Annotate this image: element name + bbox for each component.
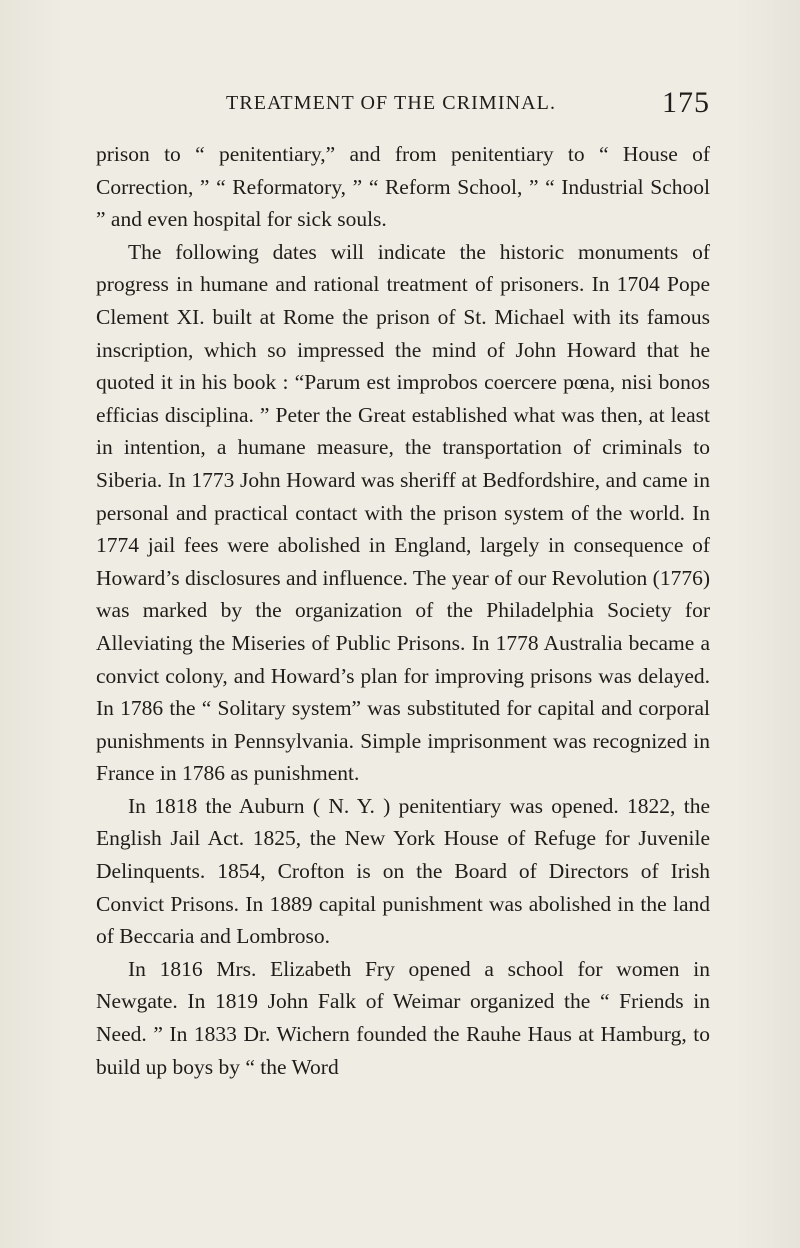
- running-head: [96, 86, 710, 126]
- paragraph-elizabeth-fry: In 1816 Mrs. Elizabeth Fry opened a school for women in Newgate. In 1819 John Falk of Weimar organized the “ Friends in Need. ” In 1833 Dr. Wichern founded the Rauhe Haus at Hamburg, to build up boys by “ the Word: [96, 956, 710, 1079]
- paragraph-auburn: In 1818 the Auburn ( N. Y. ) penitentiary was opened. 1822, the English Jail Act. 1825, the New York House of Refuge for Juvenile Delinquents. 1854, Crofton is on the Board of Directors of Irish Convict Prisons. In 1889 capital punishment was abolished in the land of Beccaria and Lombroso.: [96, 793, 710, 949]
- paragraph-historic-dates: The following dates will indicate the historic monuments of progress in humane and rational treatment of prisoners. In 1704 Pope Clement XI. built at Rome the prison of St. Michael with its famous inscription, which so impressed the mind of John Howard that he quoted it in his book : “Parum est improbos coercere pœna, nisi bonos efficias disciplina. ” Peter the Great established what was then, at least in intention, a humane measure, the transportation of criminals to Siberia. In 1773 John Howard was sheriff at Bedfordshire, and came in personal and practical contact with the prison system of the world. In 1774 jail fees were abolished in England, largely in consequence of Howard’s disclosures and influence. The year of our Revolution (1776) was marked by the organization of the Philadelphia Society for Alleviating the Miseries of Public Prisons. In 1778 Australia became a convict colony, and Howard’s plan for improving prisons was delayed. In 1786 the “ Solitary system” was substituted for capital and corporal punishments in Pennsylvania. Simple imprisonment was recognized in France in 1786 as punishment.: [96, 239, 710, 786]
- body-text: [96, 138, 710, 1083]
- running-title: TREATMENT OF THE CRIMINAL.: [226, 92, 557, 114]
- paragraph-continuation: prison to “ penitentiary,” and from penitentiary to “ House of Correction, ” “ Reformatory, ” “ Reform School, ” “ Industrial School ” and even hospital for sick souls.: [96, 142, 710, 232]
- page-number: 175: [662, 86, 710, 119]
